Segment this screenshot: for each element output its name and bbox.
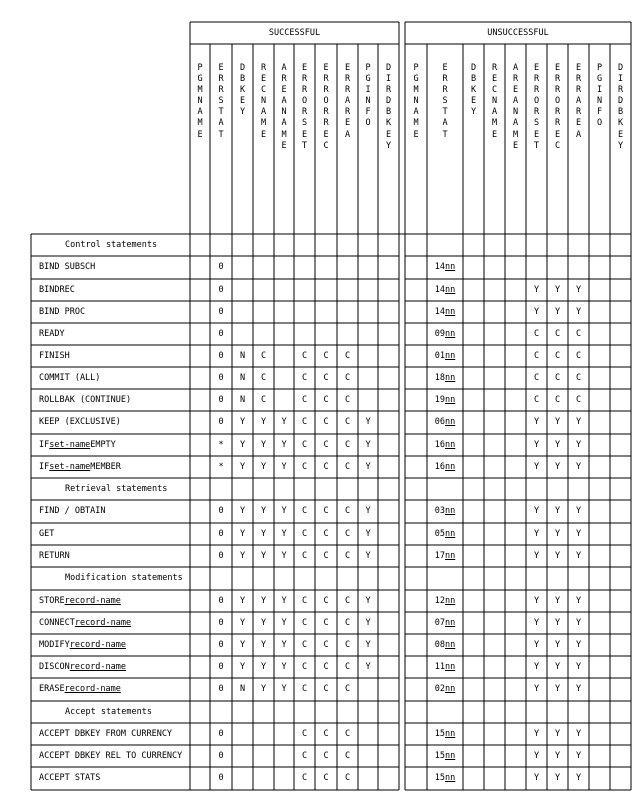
successful-cell: N xyxy=(239,350,246,361)
successful-cell: 0 xyxy=(218,550,224,561)
successful-cell: Y xyxy=(260,595,267,606)
successful-cell: C xyxy=(301,550,308,561)
successful-cell: 0 xyxy=(218,262,224,273)
successful-cell: * xyxy=(218,439,224,450)
unsuccessful-cell: C xyxy=(554,372,561,383)
unsuccessful-cell: Y xyxy=(533,550,540,561)
unsuccessful-cell: Y xyxy=(575,506,582,517)
statement-label: FINISH xyxy=(39,350,70,361)
successful-cell: C xyxy=(301,439,308,450)
successful-cell: C xyxy=(323,550,329,561)
successful-cell: C xyxy=(301,350,308,361)
statement-label: BIND PROC xyxy=(39,306,86,317)
successful-cell: C xyxy=(344,417,351,428)
successful-cell: C xyxy=(301,394,308,405)
successful-cell: Y xyxy=(281,506,287,517)
statement-label: ROLLBAK (CONTINUE) xyxy=(39,394,132,405)
unsuccessful-cell: Y xyxy=(554,750,561,761)
successful-cell: 0 xyxy=(218,773,224,784)
successful-cell: Y xyxy=(365,550,371,561)
successful-header-pgmname: P G M N A M E xyxy=(197,63,203,140)
unsuccessful-cell: C xyxy=(554,350,561,361)
unsuccessful-header-errstat: E R R S T A T xyxy=(442,63,448,140)
successful-cell: Y xyxy=(239,617,246,628)
unsuccessful-cell: Y xyxy=(575,617,582,628)
unsuccessful-cell: Y xyxy=(533,528,540,539)
unsuccessful-cell: Y xyxy=(575,728,582,739)
successful-cell: Y xyxy=(239,417,246,428)
successful-cell: Y xyxy=(281,439,287,450)
successful-cell: Y xyxy=(365,417,371,428)
statement-label: BIND SUBSCH xyxy=(39,262,96,273)
unsuccessful-cell: 05 nn xyxy=(434,528,456,539)
successful-cell: C xyxy=(323,617,329,628)
unsuccessful-header-recname: R E C N A M E xyxy=(491,63,498,140)
successful-cell: C xyxy=(301,639,308,650)
unsuccessful-cell: Y xyxy=(554,284,561,295)
successful-cell: N xyxy=(239,684,246,695)
successful-cell: 0 xyxy=(218,284,224,295)
unsuccessful-header-dirdbkey: D I R D B K E Y xyxy=(617,63,624,151)
successful-cell: C xyxy=(344,394,351,405)
successful-cell: C xyxy=(344,595,351,606)
statement-label: IF set-name MEMBER xyxy=(39,461,121,472)
successful-cell: C xyxy=(301,661,308,672)
successful-header-dirdbkey: D I R D B K E Y xyxy=(385,63,392,151)
unsuccessful-cell: Y xyxy=(554,617,561,628)
unsuccessful-cell: Y xyxy=(533,439,540,450)
unsuccessful-cell: 08 nn xyxy=(434,639,456,650)
statement-label: ACCEPT DBKEY FROM CURRENCY xyxy=(39,728,173,739)
successful-cell: Y xyxy=(260,417,267,428)
successful-cell: C xyxy=(344,617,351,628)
successful-cell: Y xyxy=(365,639,371,650)
unsuccessful-cell: Y xyxy=(533,461,540,472)
successful-cell: 0 xyxy=(218,350,224,361)
statement-label: CONNECT record-name xyxy=(39,617,132,628)
successful-header-recname: R E C N A M E xyxy=(260,63,267,140)
unsuccessful-cell: 18 nn xyxy=(434,372,456,383)
section-heading: Accept statements xyxy=(65,706,152,717)
successful-cell: 0 xyxy=(218,417,224,428)
unsuccessful-cell: Y xyxy=(554,684,561,695)
unsuccessful-cell: 14 nn xyxy=(434,284,456,295)
unsuccessful-cell: C xyxy=(533,350,540,361)
successful-cell: Y xyxy=(239,439,246,450)
successful-cell: Y xyxy=(260,506,267,517)
unsuccessful-cell: C xyxy=(554,328,561,339)
successful-cell: C xyxy=(301,528,308,539)
successful-cell: Y xyxy=(281,617,287,628)
successful-cell: C xyxy=(344,550,351,561)
statement-label: STORE record-name xyxy=(39,595,121,606)
unsuccessful-cell: Y xyxy=(575,306,582,317)
successful-cell: C xyxy=(323,372,329,383)
successful-cell: C xyxy=(344,439,351,450)
unsuccessful-cell: C xyxy=(575,328,582,339)
successful-cell: C xyxy=(301,728,308,739)
successful-cell: Y xyxy=(365,661,371,672)
unsuccessful-cell: C xyxy=(554,394,561,405)
successful-cell: Y xyxy=(239,550,246,561)
successful-cell: Y xyxy=(239,661,246,672)
successful-cell: Y xyxy=(365,617,371,628)
unsuccessful-cell: Y xyxy=(575,284,582,295)
unsuccessful-cell: Y xyxy=(575,461,582,472)
unsuccessful-header-errorset: E R R O R S E T xyxy=(533,63,540,151)
section-heading: Control statements xyxy=(65,239,158,250)
unsuccessful-cell: Y xyxy=(533,417,540,428)
successful-header-areaname: A R E A N A M E xyxy=(281,63,287,151)
successful-cell: 0 xyxy=(218,750,224,761)
unsuccessful-cell: 03 nn xyxy=(434,506,456,517)
successful-cell: 0 xyxy=(218,595,224,606)
successful-cell: C xyxy=(323,461,329,472)
successful-cell: 0 xyxy=(218,528,224,539)
successful-cell: C xyxy=(323,439,329,450)
successful-cell: C xyxy=(323,506,329,517)
successful-cell: C xyxy=(323,417,329,428)
successful-cell: Y xyxy=(281,461,287,472)
successful-cell: Y xyxy=(260,639,267,650)
successful-cell: Y xyxy=(260,439,267,450)
unsuccessful-cell: Y xyxy=(575,550,582,561)
unsuccessful-cell: 16 nn xyxy=(434,461,456,472)
successful-cell: Y xyxy=(281,661,287,672)
successful-cell: Y xyxy=(281,528,287,539)
successful-header-pginfo: P G I N F O xyxy=(365,63,371,129)
successful-cell: C xyxy=(301,773,308,784)
successful-cell: C xyxy=(260,350,267,361)
unsuccessful-cell: Y xyxy=(554,506,561,517)
successful-cell: C xyxy=(344,528,351,539)
unsuccessful-cell: Y xyxy=(575,661,582,672)
successful-cell: Y xyxy=(365,528,371,539)
unsuccessful-cell: 15 nn xyxy=(434,773,456,784)
unsuccessful-cell: Y xyxy=(554,439,561,450)
successful-cell: C xyxy=(301,372,308,383)
successful-cell: 0 xyxy=(218,661,224,672)
unsuccessful-cell: 02 nn xyxy=(434,684,456,695)
unsuccessful-group-header: UNSUCCESSFUL xyxy=(487,28,549,38)
successful-cell: C xyxy=(323,350,329,361)
unsuccessful-cell: C xyxy=(575,350,582,361)
successful-cell: C xyxy=(323,394,329,405)
successful-cell: C xyxy=(344,684,351,695)
unsuccessful-cell: Y xyxy=(554,773,561,784)
unsuccessful-cell: 14 nn xyxy=(434,306,456,317)
section-heading: Modification statements xyxy=(65,573,183,584)
unsuccessful-cell: 17 nn xyxy=(434,550,456,561)
successful-cell: C xyxy=(344,661,351,672)
unsuccessful-cell: Y xyxy=(533,284,540,295)
unsuccessful-cell: Y xyxy=(575,684,582,695)
statement-label: COMMIT (ALL) xyxy=(39,372,101,383)
unsuccessful-header-dbkey: D B K E Y xyxy=(470,63,477,118)
unsuccessful-cell: Y xyxy=(575,639,582,650)
unsuccessful-cell: 01 nn xyxy=(434,350,456,361)
successful-cell: C xyxy=(301,684,308,695)
successful-cell: Y xyxy=(239,506,246,517)
successful-cell: Y xyxy=(260,684,267,695)
unsuccessful-cell: Y xyxy=(533,661,540,672)
statement-label: ACCEPT STATS xyxy=(39,773,101,784)
unsuccessful-header-pginfo: P G I N F O xyxy=(596,63,603,129)
unsuccessful-cell: C xyxy=(575,394,582,405)
statement-label: MODIFY record-name xyxy=(39,639,127,650)
successful-cell: C xyxy=(323,639,329,650)
unsuccessful-cell: Y xyxy=(554,550,561,561)
successful-cell: Y xyxy=(260,528,267,539)
successful-cell: C xyxy=(344,639,351,650)
successful-header-dbkey: D B K E Y xyxy=(239,63,246,118)
successful-cell: Y xyxy=(365,506,371,517)
unsuccessful-cell: Y xyxy=(554,417,561,428)
unsuccessful-cell: C xyxy=(533,394,540,405)
statement-label: IF set-name EMPTY xyxy=(39,439,116,450)
successful-cell: Y xyxy=(260,461,267,472)
unsuccessful-cell: 16 nn xyxy=(434,439,456,450)
successful-cell: C xyxy=(323,750,329,761)
unsuccessful-cell: Y xyxy=(533,684,540,695)
statement-label: RETURN xyxy=(39,550,70,561)
successful-cell: 0 xyxy=(218,684,224,695)
section-heading: Retrieval statements xyxy=(65,483,168,494)
unsuccessful-cell: Y xyxy=(554,461,561,472)
successful-cell: C xyxy=(301,461,308,472)
unsuccessful-cell: Y xyxy=(533,639,540,650)
successful-cell: Y xyxy=(239,528,246,539)
unsuccessful-cell: Y xyxy=(533,595,540,606)
successful-cell: Y xyxy=(281,684,287,695)
successful-cell: C xyxy=(344,750,351,761)
unsuccessful-cell: 06 nn xyxy=(434,417,456,428)
unsuccessful-cell: C xyxy=(533,372,540,383)
successful-cell: 0 xyxy=(218,728,224,739)
successful-cell: C xyxy=(323,661,329,672)
successful-cell: 0 xyxy=(218,617,224,628)
statement-label: ERASE record-name xyxy=(39,684,121,695)
unsuccessful-cell: 15 nn xyxy=(434,728,456,739)
successful-cell: 0 xyxy=(218,306,224,317)
successful-cell: C xyxy=(344,506,351,517)
successful-cell: 0 xyxy=(218,372,224,383)
unsuccessful-cell: Y xyxy=(533,750,540,761)
successful-cell: Y xyxy=(239,639,246,650)
unsuccessful-cell: Y xyxy=(554,728,561,739)
successful-cell: C xyxy=(260,394,267,405)
successful-header-errstat: E R R S T A T xyxy=(218,63,224,140)
successful-cell: 0 xyxy=(218,328,224,339)
successful-cell: Y xyxy=(260,661,267,672)
unsuccessful-cell: Y xyxy=(575,750,582,761)
successful-cell: Y xyxy=(365,595,371,606)
successful-cell: C xyxy=(323,528,329,539)
unsuccessful-header-errorrec: E R R O R R E C xyxy=(554,63,561,151)
successful-cell: * xyxy=(218,461,224,472)
successful-cell: Y xyxy=(365,461,371,472)
unsuccessful-cell: Y xyxy=(575,773,582,784)
successful-cell: 0 xyxy=(218,394,224,405)
unsuccessful-cell: 12 nn xyxy=(434,595,456,606)
statement-label: KEEP (EXCLUSIVE) xyxy=(39,417,121,428)
unsuccessful-cell: Y xyxy=(554,639,561,650)
successful-cell: C xyxy=(344,350,351,361)
successful-cell: Y xyxy=(260,550,267,561)
statement-label: GET xyxy=(39,528,55,539)
unsuccessful-cell: 14 nn xyxy=(434,262,456,273)
unsuccessful-cell: 15 nn xyxy=(434,750,456,761)
unsuccessful-cell: 07 nn xyxy=(434,617,456,628)
unsuccessful-header-errarea: E R R A R E A xyxy=(575,63,582,140)
successful-cell: Y xyxy=(239,461,246,472)
successful-group-header: SUCCESSFUL xyxy=(268,28,321,38)
successful-cell: N xyxy=(239,372,246,383)
successful-cell: C xyxy=(323,773,329,784)
successful-cell: Y xyxy=(239,595,246,606)
successful-cell: 0 xyxy=(218,639,224,650)
unsuccessful-cell: Y xyxy=(533,617,540,628)
successful-cell: C xyxy=(301,506,308,517)
successful-header-errorset: E R R O R S E T xyxy=(301,63,308,151)
successful-cell: C xyxy=(344,728,351,739)
successful-cell: N xyxy=(239,394,246,405)
successful-cell: C xyxy=(323,595,329,606)
unsuccessful-cell: 19 nn xyxy=(434,394,456,405)
successful-cell: Y xyxy=(281,417,287,428)
successful-cell: Y xyxy=(281,595,287,606)
unsuccessful-cell: Y xyxy=(575,417,582,428)
successful-cell: C xyxy=(323,684,329,695)
statement-label: FIND / OBTAIN xyxy=(39,506,106,517)
successful-cell: C xyxy=(260,372,267,383)
successful-cell: C xyxy=(323,728,329,739)
unsuccessful-cell: Y xyxy=(575,439,582,450)
unsuccessful-cell: Y xyxy=(554,528,561,539)
successful-cell: C xyxy=(301,417,308,428)
successful-cell: C xyxy=(301,750,308,761)
statement-label: ACCEPT DBKEY REL TO CURRENCY xyxy=(39,750,183,761)
unsuccessful-header-pgmname: P G M N A M E xyxy=(413,63,419,140)
successful-cell: Y xyxy=(365,439,371,450)
successful-header-errorrec: E R R O R R E C xyxy=(323,63,329,151)
unsuccessful-cell: Y xyxy=(533,506,540,517)
statement-label: DISCON record-name xyxy=(39,661,127,672)
successful-cell: Y xyxy=(281,639,287,650)
unsuccessful-cell: 11 nn xyxy=(434,661,456,672)
unsuccessful-cell: Y xyxy=(554,661,561,672)
unsuccessful-cell: Y xyxy=(554,595,561,606)
unsuccessful-cell: 09 nn xyxy=(434,328,456,339)
unsuccessful-cell: Y xyxy=(575,595,582,606)
unsuccessful-cell: Y xyxy=(533,306,540,317)
unsuccessful-cell: C xyxy=(575,372,582,383)
unsuccessful-cell: Y xyxy=(533,773,540,784)
unsuccessful-cell: C xyxy=(533,328,540,339)
unsuccessful-cell: Y xyxy=(575,528,582,539)
unsuccessful-header-areaname: A R E A N A M E xyxy=(512,63,519,151)
unsuccessful-cell: Y xyxy=(533,728,540,739)
successful-cell: C xyxy=(344,773,351,784)
statement-label: BINDREC xyxy=(39,284,75,295)
successful-cell: Y xyxy=(260,617,267,628)
successful-cell: C xyxy=(301,617,308,628)
successful-cell: C xyxy=(344,461,351,472)
successful-cell: Y xyxy=(281,550,287,561)
unsuccessful-cell: Y xyxy=(554,306,561,317)
successful-cell: C xyxy=(301,595,308,606)
successful-header-errarea: E R R A R E A xyxy=(344,63,351,140)
successful-cell: 0 xyxy=(218,506,224,517)
statement-label: READY xyxy=(39,328,65,339)
successful-cell: C xyxy=(344,372,351,383)
